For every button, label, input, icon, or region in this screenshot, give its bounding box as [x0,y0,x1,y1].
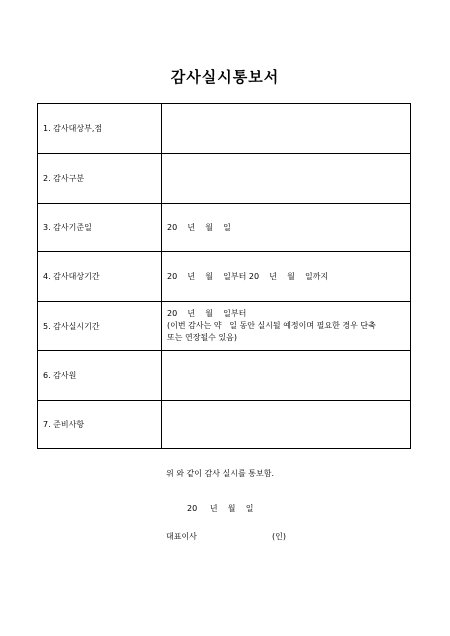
row-label: 5. 감사실시기간 [38,302,162,351]
issue-date: 20 년 월 일 [187,504,254,513]
signer-title: 대표이사 [166,532,197,541]
row-value[interactable] [162,204,411,252]
row-label: 2. 감사구분 [38,154,162,204]
row-label: 6. 감사원 [38,351,162,401]
row-value-empty[interactable] [162,154,411,204]
form-row-audit-base-date [38,204,411,252]
row-value[interactable] [162,252,411,302]
row-value-empty[interactable] [162,351,411,401]
execution-note-line-2: 또는 연장될수 있음) [167,333,238,342]
audit-form-table [37,103,411,449]
form-row-audit-period [38,252,411,302]
base-date-text: 20 년 월 일 [167,222,231,232]
execution-date-text: 20 년 월 일부터 [167,309,247,318]
seal-mark: (인) [272,532,286,541]
form-row-audit-execution [38,302,411,351]
row-value-empty[interactable] [162,401,411,449]
form-row-preparations [38,401,411,449]
row-label: 1. 감사대상부,점 [38,104,162,154]
form-row-auditors [38,351,411,401]
row-label: 4. 감사대상기간 [38,252,162,302]
execution-note-line-1: (이번 감사는 약 일 동안 실시될 예정이며 필요한 경우 단축 [167,321,376,330]
form-row-audit-target [38,104,411,154]
document-title: 감사실시통보서 [170,68,280,86]
row-value[interactable] [162,302,411,351]
period-text: 20 년 월 일부터 20 년 월 일까지 [167,271,329,281]
row-label: 7. 준비사항 [38,401,162,449]
notice-text: 위 와 같이 감사 실시를 통보함. [166,469,274,478]
row-value-empty[interactable] [162,104,411,154]
form-row-audit-type [38,154,411,204]
row-label: 3. 감사기준일 [38,204,162,252]
